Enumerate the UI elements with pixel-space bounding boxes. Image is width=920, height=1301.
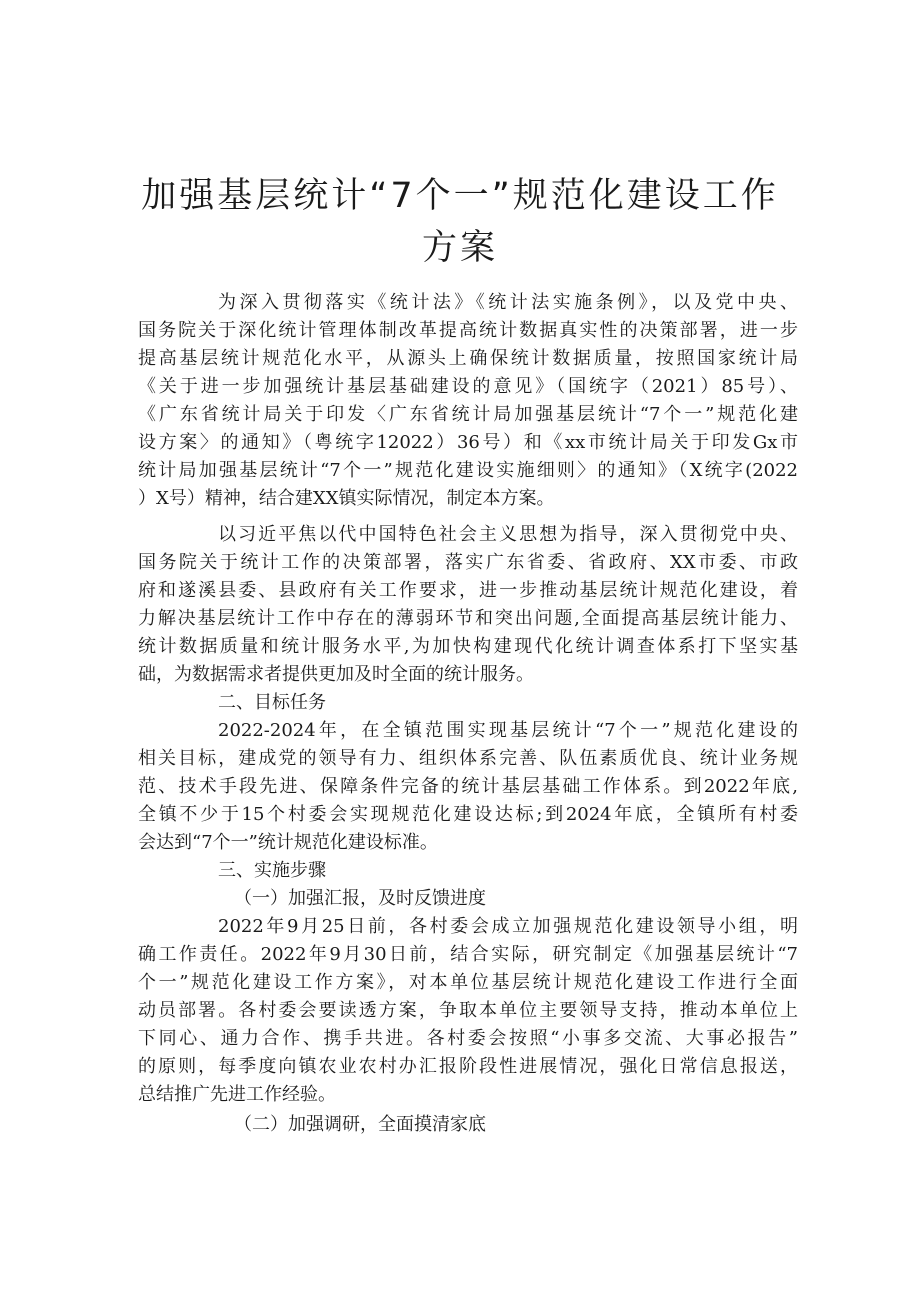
paragraph-3-line: 范、技术手段先进、保障条件完备的统计基层基础工作体系。到2022年底, [138,776,798,797]
paragraph-4-line: 个一”规范化建设工作方案》，对本单位基层统计规范化建设工作进行全面 [138,972,798,993]
paragraph-4-line: 2022年9月25日前，各村委会成立加强规范化建设领导小组，明 [218,916,798,937]
paragraph-4-line: 下同心、通力合作、携手共进。各村委会按照“小事多交流、大事必报告” [138,1028,798,1049]
paragraph-4-line: 总结推广先进工作经验。 [138,1084,336,1105]
document-title-line-1: 加强基层统计“7个一”规范化建设工作 [141,176,779,216]
paragraph-1-line: 国务院关于深化统计管理体制改革提高统计数据真实性的决策部署，进一步 [138,320,798,341]
paragraph-2-line: 统计数据质量和统计服务水平,为加快构建现代化统计调查体系打下坚实基 [138,636,798,657]
paragraph-1-line: 为深入贯彻落实《统计法》《统计法实施条例》，以及党中央、 [218,292,798,313]
paragraph-1-line: ）X号）精神，结合建XX镇实际情况，制定本方案。 [138,488,555,509]
paragraph-2-line: 力解决基层统计工作中存在的薄弱环节和突出问题,全面提高基层统计能力、 [138,608,798,629]
paragraph-1-line: 统计局加强基层统计“7个一”规范化建设实施细则〉的通知》（X统字(2022 [138,460,798,481]
section-heading-steps: 三、实施步骤 [218,860,326,881]
paragraph-1-line: 设方案〉的通知》（粤统字12022）36号）和《xx市统计局关于印发Gx市 [138,432,798,453]
paragraph-3-line: 相关目标，建成党的领导有力、组织体系完善、队伍素质优良、统计业务规 [138,748,798,769]
paragraph-2-line: 府和遂溪县委、县政府有关工作要求，进一步推动基层统计规范化建设，着 [138,580,798,601]
subsection-heading-2: （二）加强调研，全面摸清家底 [234,1114,486,1135]
paragraph-1-line: 提高基层统计规范化水平，从源头上确保统计数据质量，按照国家统计局 [138,348,798,369]
paragraph-3-line: 会达到“7个一”统计规范化建设标准。 [138,832,438,853]
paragraph-2-line: 础，为数据需求者提供更加及时全面的统计服务。 [138,664,534,685]
paragraph-4-line: 的原则，每季度向镇农业农村办汇报阶段性进展情况，强化日常信息报送， [138,1056,798,1077]
paragraph-2-line: 国务院关于统计工作的决策部署，落实广东省委、省政府、XX市委、市政 [138,552,798,573]
paragraph-1-line: 《关于进一步加强统计基层基础建设的意见》（国统字（2021）85号）、 [138,376,798,397]
paragraph-4-line: 确工作责任。2022年9月30日前，结合实际，研究制定《加强基层统计“7 [138,944,798,965]
paragraph-2-line: 以习近平焦以代中国特色社会主义思想为指导，深入贯彻党中央、 [218,524,798,545]
paragraph-1-line: 《广东省统计局关于印发〈广东省统计局加强基层统计“7个一”规范化建 [138,404,798,425]
document-title-line-2: 方案 [421,228,498,268]
section-heading-objectives: 二、目标任务 [218,692,326,713]
paragraph-4-line: 动员部署。各村委会要读透方案，争取本单位主要领导支持，推动本单位上 [138,1000,798,1021]
paragraph-3-line: 全镇不少于15个村委会实现规范化建设达标;到2024年底，全镇所有村委 [138,804,798,825]
paragraph-3-line: 2022-2024年，在全镇范围实现基层统计“7个一”规范化建设的 [218,720,798,741]
subsection-heading-1: （一）加强汇报，及时反馈进度 [234,888,486,909]
